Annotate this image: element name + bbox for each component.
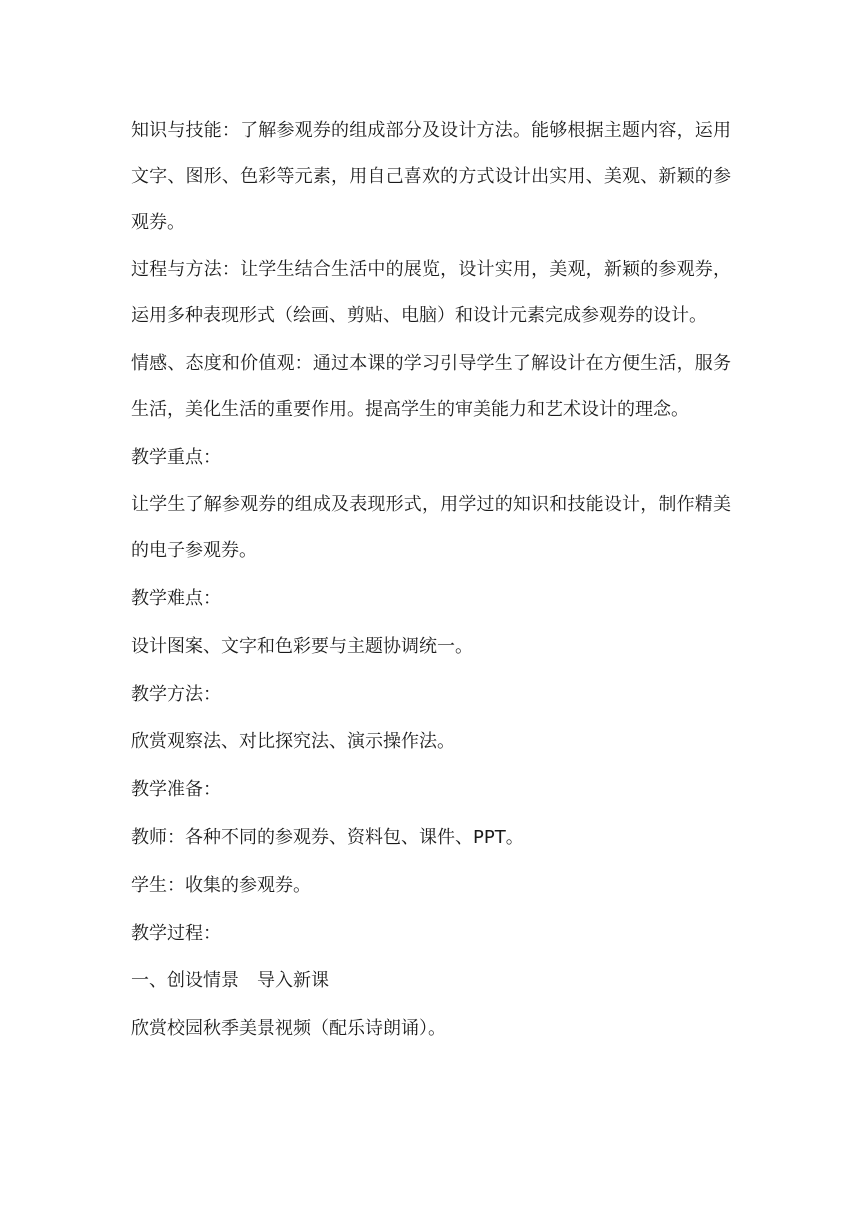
heading-key-points: 教学重点： [131, 446, 221, 468]
heading-preparation: 教学准备： [131, 779, 221, 801]
paragraph-difficulties: 设计图案、文字和色彩要与主题协调统一。 [131, 635, 473, 657]
paragraph-methods: 欣赏观察法、对比探究法、演示操作法。 [131, 731, 455, 753]
heading-teaching-process: 教学过程： [131, 922, 221, 944]
heading-section-one: 一、创设情景 导入新课 [131, 970, 329, 992]
paragraph-knowledge-skills: 知识与技能：了解参观券的组成部分及设计方法。能够根据主题内容，运用文字、图形、色彩等元素，用自己喜欢的方式设计出实用、美观、新颖的参观券。 [131, 120, 731, 233]
paragraph-key-points: 让学生了解参观券的组成及表现形式，用学过的知识和技能设计，制作精美的电子参观券。 [131, 494, 731, 562]
paragraph-teacher-preparation: 教师：各种不同的参观券、资料包、课件、PPT。 [131, 826, 524, 848]
paragraph-process-method: 过程与方法：让学生结合生活中的展览，设计实用，美观，新颖的参观券，运用多种表现形式（绘画、剪贴、电脑）和设计元素完成参观券的设计。 [131, 259, 731, 327]
paragraph-video-appreciation: 欣赏校园秋季美景视频（配乐诗朗诵）。 [131, 1018, 446, 1040]
paragraph-student-preparation: 学生：收集的参观券。 [131, 874, 311, 896]
paragraph-emotion-attitude: 情感、态度和价值观：通过本课的学习引导学生了解设计在方便生活，服务生活，美化生活的重要作用。提高学生的审美能力和艺术设计的理念。 [131, 352, 731, 420]
document-body [131, 108, 731, 1054]
heading-difficulties: 教学难点： [131, 587, 221, 609]
heading-methods: 教学方法： [131, 683, 221, 705]
